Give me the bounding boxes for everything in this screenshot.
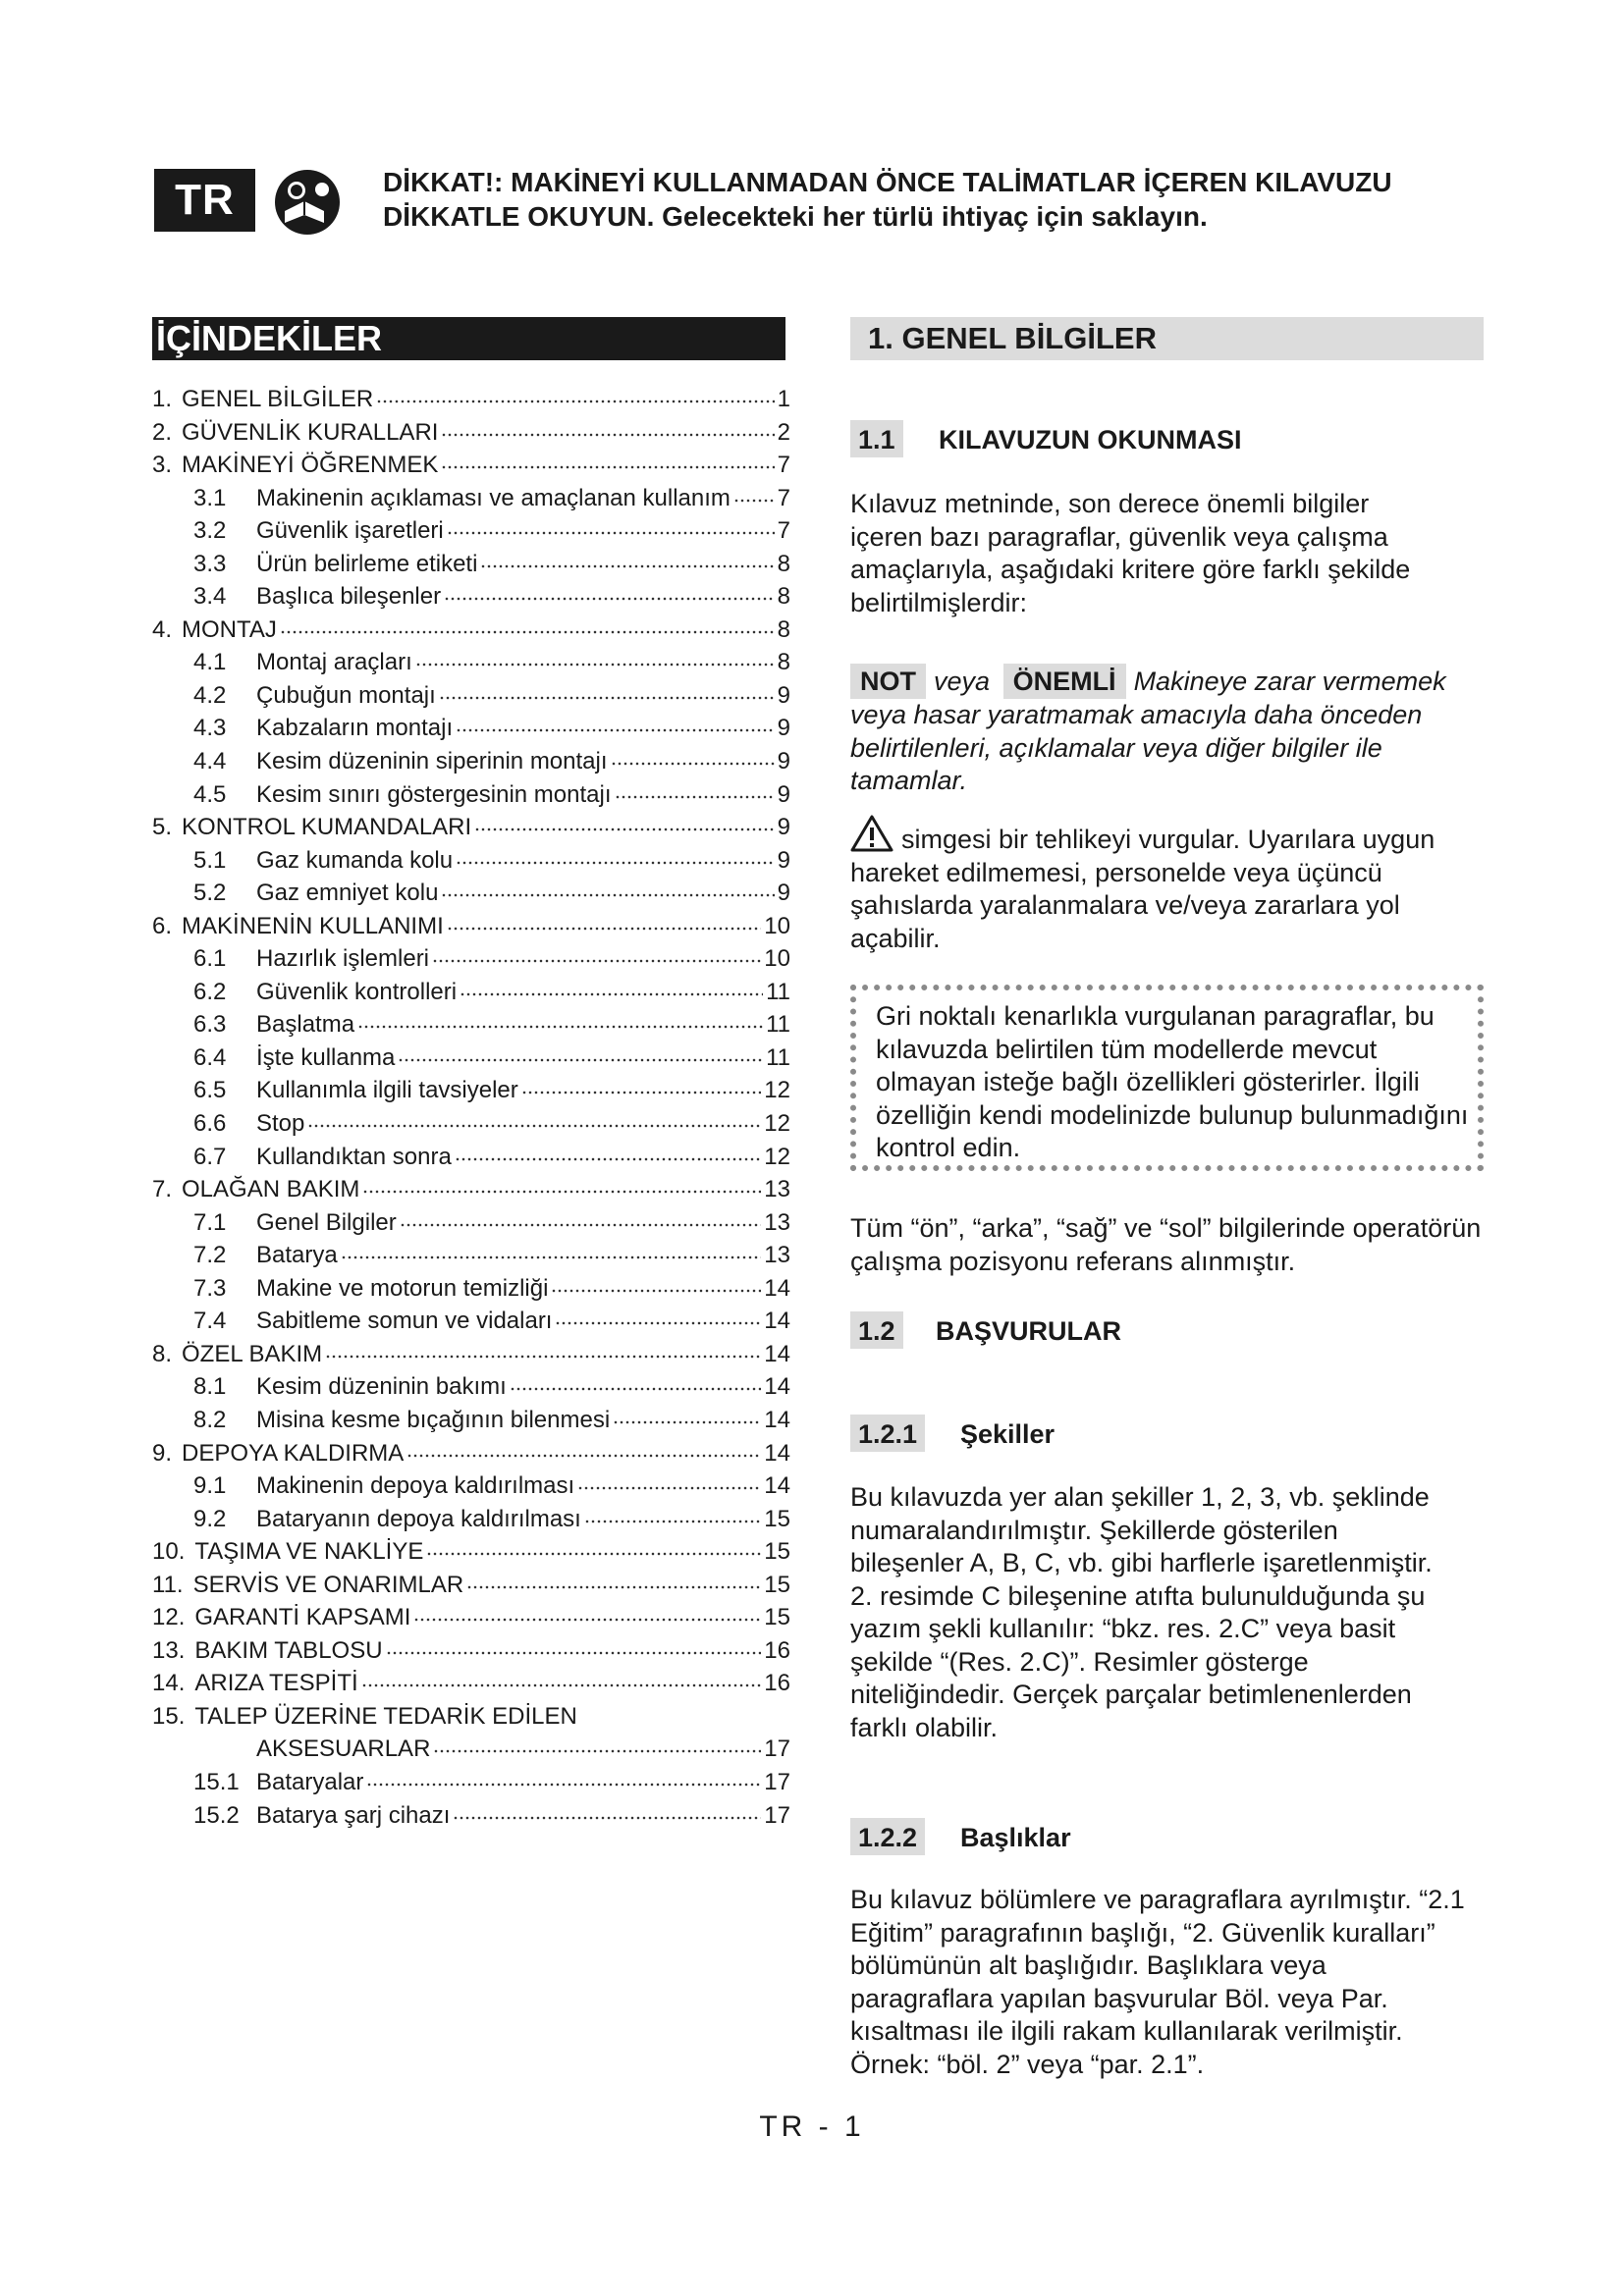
toc-entry-page: 14 xyxy=(764,1373,790,1401)
toc-entry xyxy=(152,778,790,812)
toc-entry-label: GÜVENLİK KURALLARI xyxy=(182,418,439,446)
toc-entry xyxy=(152,1634,790,1668)
toc-leader-dots xyxy=(444,580,775,604)
note-text: Makineye zarar vermemek veya hasar yaratmamak amacıyla daha önceden belirtilenleri, açıklamalar veya diğer bilgiler ile tamamlar. xyxy=(850,667,1446,795)
toc-entry-number: 6.6 xyxy=(193,1110,227,1138)
toc-leader-dots xyxy=(584,1503,761,1526)
toc-entry-page: 15 xyxy=(764,1604,790,1631)
toc-leader-dots xyxy=(413,1601,761,1625)
toc-entry-label: MAKİNEYİ ÖĞRENMEK xyxy=(182,452,439,479)
toc-entry-page: 14 xyxy=(764,1340,790,1367)
toc-entry-number: 4.4 xyxy=(193,748,227,775)
toc-entry xyxy=(152,1239,790,1272)
toc-entry-label: Kesim sınırı göstergesinin montajı xyxy=(256,780,612,808)
toc-entry-label: Genel Bilgiler xyxy=(256,1208,397,1236)
toc-entry-label: MONTAJ xyxy=(182,615,277,643)
toc-leader-dots xyxy=(455,1141,762,1164)
optional-features-text: Gri noktalı kenarlıkla vurgulanan paragraflar, bu kılavuzda belirtilen tüm modellerde mevcut olmayan isteğe bağlı özellikleri gösterirler. İlgili özelliğin kendi modelinizde bulunup bulunmadığını kontrol edin. xyxy=(876,1001,1469,1162)
toc-leader-dots xyxy=(415,646,775,669)
toc-entry-page: 9 xyxy=(777,846,790,874)
toc-entry xyxy=(152,1107,790,1141)
toc-entry-number: 4.3 xyxy=(193,715,227,742)
toc-entry-label: OLAĞAN BAKIM xyxy=(182,1176,360,1203)
toc-entry-page: 7 xyxy=(777,517,790,545)
toc-entry-page: 14 xyxy=(764,1472,790,1500)
toc-entry-label: Batarya şarj cihazı xyxy=(256,1801,451,1829)
toc-entry-label: Bataryalar xyxy=(256,1768,364,1795)
toc-entry xyxy=(152,1173,790,1206)
subsection-title: BAŞVURULAR xyxy=(936,1316,1121,1346)
warning-line-1: DİKKAT!: MAKİNEYİ KULLANMADAN ÖNCE TALİMATLAR İÇEREN KILAVUZU xyxy=(383,167,1392,197)
page-number: TR - 1 xyxy=(759,2110,865,2143)
danger-paragraph xyxy=(850,815,1439,955)
toc-leader-dots xyxy=(510,1370,762,1394)
toc-entry-number: 5.1 xyxy=(193,846,227,874)
toc-entry-label: Kullandıktan sonra xyxy=(256,1143,452,1170)
headings-paragraph xyxy=(850,1884,1469,2081)
toc-entry-number: 6.4 xyxy=(193,1043,227,1071)
toc-entry-number: 6.5 xyxy=(193,1077,227,1104)
toc-entry xyxy=(152,877,790,910)
toc-leader-dots xyxy=(441,449,774,472)
language-badge: TR xyxy=(154,169,255,232)
toc-entry-number: 14. xyxy=(152,1670,186,1697)
toc-leader-dots xyxy=(386,1634,762,1658)
toc-entry-page: 7 xyxy=(777,452,790,479)
toc-entry xyxy=(152,1535,790,1569)
toc-entry-number: 3.4 xyxy=(193,583,227,611)
safety-warning xyxy=(383,165,1512,234)
toc-entry-page: 15 xyxy=(764,1538,790,1566)
toc-entry-number: 3.3 xyxy=(193,550,227,577)
subsubsection-number: 1.2.2 xyxy=(850,1818,925,1855)
toc-entry xyxy=(152,1370,790,1404)
toc-entry xyxy=(152,712,790,745)
toc-entry-page: 11 xyxy=(766,978,790,1005)
toc-entry-page: 15 xyxy=(764,1505,790,1532)
toc-entry-number: 10. xyxy=(152,1538,186,1566)
toc-entry-number: 6.2 xyxy=(193,978,227,1005)
toc-leader-dots xyxy=(398,1041,763,1065)
note-paragraph xyxy=(850,664,1479,798)
toc-leader-dots xyxy=(376,383,774,406)
toc-entry-number: 12. xyxy=(152,1604,186,1631)
toc-entry-page: 12 xyxy=(764,1143,790,1170)
toc-entry-number: 6.1 xyxy=(193,945,227,973)
toc-entry xyxy=(152,1733,790,1766)
toc-entry-label: ARIZA TESPİTİ xyxy=(194,1670,358,1697)
toc-entry-number: 8.2 xyxy=(193,1406,227,1433)
toc-entry xyxy=(152,1074,790,1107)
toc-entry-page: 16 xyxy=(764,1670,790,1697)
toc-entry-label: Makine ve motorun temizliği xyxy=(256,1274,549,1302)
toc-entry xyxy=(152,1667,790,1700)
manual-reading-icon xyxy=(271,168,344,237)
toc-entry-label: Güvenlik kontrolleri xyxy=(256,978,458,1005)
toc-entry-number: 5.2 xyxy=(193,880,227,907)
toc-entry-label: GARANTİ KAPSAMI xyxy=(194,1604,411,1631)
toc-leader-dots xyxy=(280,614,775,637)
intro-text: Kılavuz metninde, son derece önemli bilgiler içeren bazı paragraflar, güvenlik veya çalışma amaçlarıyla, aşağıdaki kritere göre farklı şekilde belirtilmişlerdir: xyxy=(850,489,1411,617)
subsubsection-number: 1.2.1 xyxy=(850,1415,925,1452)
toc-entry xyxy=(152,614,790,647)
optional-features-box xyxy=(850,985,1484,1171)
subsubsection-title: Şekiller xyxy=(960,1419,1056,1449)
toc-entry xyxy=(152,1404,790,1437)
toc-entry-page: 14 xyxy=(764,1439,790,1467)
toc-entry-page: 10 xyxy=(764,912,790,939)
toc-entry-label: Bataryanın depoya kaldırılması xyxy=(256,1505,581,1532)
directions-text: Tüm “ön”, “arka”, “sağ” ve “sol” bilgilerinde operatörün çalışma pozisyonu referans alınmıştır. xyxy=(850,1213,1482,1276)
toc-entry xyxy=(152,449,790,482)
section-title: 1. GENEL BİLGİLER xyxy=(850,317,1484,360)
intro-paragraph xyxy=(850,488,1420,619)
toc-entry-page: 8 xyxy=(777,615,790,643)
toc-entry xyxy=(152,1272,790,1306)
toc-leader-dots xyxy=(439,679,775,703)
toc-entry-label: Güvenlik işaretleri xyxy=(256,517,444,545)
toc-entry xyxy=(152,1338,790,1371)
toc-leader-dots xyxy=(460,976,763,999)
subsection-number: 1.2 xyxy=(850,1311,903,1349)
toc-entry-page: 2 xyxy=(777,418,790,446)
toc-entry-label: Batarya xyxy=(256,1242,338,1269)
toc-leader-dots xyxy=(466,1569,761,1592)
important-tag: ÖNEMLİ xyxy=(1003,664,1126,699)
toc-entry xyxy=(152,811,790,844)
toc-entry-page: 14 xyxy=(764,1406,790,1433)
toc-entry-label: Ürün belirleme etiketi xyxy=(256,550,478,577)
toc-entry-label: Gaz kumanda kolu xyxy=(256,846,454,874)
headings-text: Bu kılavuz bölümlere ve paragraflara ayrılmıştır. “2.1 Eğitim” paragrafının başlığı, “2. Güvenlik kuralları” bölümünün alt başlığıdır. Başlıklara veya paragraflara yapılan başvurular Böl. veya Par. kısaltması ile ilgili rakam kullanılarak verilmiştir. Örnek: “böl. 2” veya “par. 2.1”. xyxy=(850,1885,1465,2079)
subsection-title: KILAVUZUN OKUNMASI xyxy=(939,425,1242,454)
toc-entry-number: 4.2 xyxy=(193,681,227,709)
toc-entry-number: 6.7 xyxy=(193,1143,227,1170)
toc-entry-label: Kesim düzeninin siperinin montajı xyxy=(256,748,608,775)
toc-entry xyxy=(152,942,790,976)
toc-leader-dots xyxy=(400,1206,762,1230)
toc-entry-number: 8. xyxy=(152,1340,173,1367)
warning-line-2: DİKKATLE OKUYUN. Gelecekteki her türlü ihtiyaç için saklayın. xyxy=(383,201,1208,232)
toc-entry-number: 1. xyxy=(152,386,173,412)
toc-entry xyxy=(152,383,790,416)
toc-leader-dots xyxy=(521,1074,762,1097)
toc-entry-label: Gaz emniyet kolu xyxy=(256,880,439,907)
toc-leader-dots xyxy=(341,1239,762,1262)
toc-entry-number: 6.3 xyxy=(193,1011,227,1039)
toc-entry-page: 8 xyxy=(777,649,790,676)
toc-entry-number: 6. xyxy=(152,912,173,939)
toc-entry-label: Makinenin açıklaması ve amaçlanan kullanım xyxy=(256,484,731,511)
toc-list xyxy=(152,383,790,1832)
toc-entry-number: 9.2 xyxy=(193,1505,227,1532)
toc-entry-page: 9 xyxy=(777,748,790,775)
toc-entry-page: 10 xyxy=(764,945,790,973)
toc-entry xyxy=(152,646,790,679)
toc-entry-page: 12 xyxy=(764,1110,790,1138)
toc-entry-label: TALEP ÜZERİNE TEDARİK EDİLEN xyxy=(194,1702,577,1730)
toc-entry-page: 17 xyxy=(764,1735,790,1763)
subsection-number: 1.1 xyxy=(850,420,903,457)
toc-leader-dots xyxy=(555,1305,761,1328)
toc-leader-dots xyxy=(577,1469,761,1493)
toc-entry-page: 17 xyxy=(764,1801,790,1829)
toc-entry xyxy=(152,1601,790,1634)
toc-entry xyxy=(152,1206,790,1240)
toc-leader-dots xyxy=(307,1107,761,1131)
subsubsection-title: Başlıklar xyxy=(960,1823,1071,1852)
toc-entry-page: 15 xyxy=(764,1571,790,1598)
toc-entry-label: Montaj araçları xyxy=(256,649,412,676)
toc-entry xyxy=(152,548,790,581)
toc-entry-page: 9 xyxy=(777,780,790,808)
toc-entry-page: 17 xyxy=(764,1768,790,1795)
toc-leader-dots xyxy=(366,1766,761,1789)
toc-entry-label: SERVİS VE ONARIMLAR xyxy=(192,1571,464,1598)
toc-entry-label: Başlatma xyxy=(256,1011,355,1039)
toc-entry-page: 14 xyxy=(764,1274,790,1302)
toc-entry xyxy=(152,1799,790,1833)
toc-entry-label: DEPOYA KALDIRMA xyxy=(182,1439,405,1467)
toc-entry xyxy=(152,482,790,515)
figures-paragraph xyxy=(850,1481,1439,1744)
toc-entry-number: 7. xyxy=(152,1176,173,1203)
toc-entry-number: 3.2 xyxy=(193,517,227,545)
toc-entry-number: 3. xyxy=(152,452,173,479)
toc-leader-dots xyxy=(426,1535,761,1559)
toc-entry xyxy=(152,1503,790,1536)
toc-entry-label: Kesim düzeninin bakımı xyxy=(256,1373,507,1401)
toc-entry-number: 4. xyxy=(152,615,173,643)
toc-entry-number: 7.4 xyxy=(193,1308,227,1335)
toc-entry-page: 9 xyxy=(777,681,790,709)
toc-entry xyxy=(152,844,790,878)
toc-leader-dots xyxy=(615,778,775,802)
toc-entry-number: 4.5 xyxy=(193,780,227,808)
toc-entry xyxy=(152,1700,790,1734)
toc-entry-number: 7.1 xyxy=(193,1208,227,1236)
toc-entry-number: 15.2 xyxy=(193,1801,240,1829)
toc-entry xyxy=(152,1041,790,1075)
toc-entry xyxy=(152,1141,790,1174)
toc-leader-dots xyxy=(362,1173,761,1197)
toc-entry-page: 12 xyxy=(764,1077,790,1104)
toc-entry xyxy=(152,745,790,778)
toc-entry-page: 13 xyxy=(764,1242,790,1269)
toc-entry xyxy=(152,1766,790,1799)
toc-entry-number: 15. xyxy=(152,1702,186,1730)
toc-entry-label: Kullanımla ilgili tavsiyeler xyxy=(256,1077,518,1104)
toc-entry-page: 11 xyxy=(766,1011,790,1039)
toc-leader-dots xyxy=(432,942,761,966)
toc-entry xyxy=(152,976,790,1009)
toc-entry-page: 13 xyxy=(764,1176,790,1203)
note-tag: NOT xyxy=(850,664,926,699)
toc-entry-number: 3.1 xyxy=(193,484,227,511)
toc-leader-dots xyxy=(474,811,774,834)
toc-entry-label: Çubuğun montajı xyxy=(256,681,436,709)
toc-entry-number: 13. xyxy=(152,1636,186,1664)
toc-entry-number: 9. xyxy=(152,1439,173,1467)
toc-entry xyxy=(152,1469,790,1503)
toc-leader-dots xyxy=(453,1799,761,1823)
warning-triangle-icon xyxy=(850,815,893,852)
toc-entry-label: GENEL BİLGİLER xyxy=(182,386,374,412)
toc-leader-dots xyxy=(441,416,774,440)
toc-entry-label: AKSESUARLAR xyxy=(256,1735,431,1763)
toc-entry-label: Sabitleme somun ve vidaları xyxy=(256,1308,553,1335)
toc-leader-dots xyxy=(611,745,775,769)
toc-entry-label: Misina kesme bıçağının bilenmesi xyxy=(256,1406,611,1433)
toc-leader-dots xyxy=(325,1338,761,1362)
toc-entry-label: TAŞIMA VE NAKLİYE xyxy=(194,1538,424,1566)
toc-entry-label: Kabzaların montajı xyxy=(256,715,454,742)
danger-text: simgesi bir tehlikeyi vurgular. Uyarılara uygun hareket edilmemesi, personelde veya üçüncü şahıslarda yaralanmalara ve/veya zararlara yol açabilir. xyxy=(850,825,1435,953)
toc-entry-page: 8 xyxy=(777,583,790,611)
toc-leader-dots xyxy=(551,1272,761,1296)
toc-entry-page: 9 xyxy=(777,814,790,841)
toc-entry-number: 7.2 xyxy=(193,1242,227,1269)
toc-entry xyxy=(152,910,790,943)
toc-entry-number: 9.1 xyxy=(193,1472,227,1500)
toc-entry-label: Hazırlık işlemleri xyxy=(256,945,430,973)
toc-leader-dots xyxy=(456,712,775,735)
toc-entry-page: 9 xyxy=(777,880,790,907)
toc-leader-dots xyxy=(733,482,775,506)
toc-entry-page: 7 xyxy=(777,484,790,511)
toc-entry-number: 11. xyxy=(152,1571,184,1598)
toc-leader-dots xyxy=(447,514,775,538)
toc-entry-label: İşte kullanma xyxy=(256,1043,396,1071)
toc-entry xyxy=(152,1437,790,1470)
toc-leader-dots xyxy=(441,877,774,900)
toc-entry-page: 11 xyxy=(766,1043,790,1071)
toc-entry-number: 2. xyxy=(152,418,173,446)
or-word: veya xyxy=(934,667,991,696)
toc-entry xyxy=(152,580,790,614)
toc-entry-label: BAKIM TABLOSU xyxy=(194,1636,383,1664)
toc-entry xyxy=(152,1008,790,1041)
figures-text: Bu kılavuzda yer alan şekiller 1, 2, 3, vb. şeklinde numaralandırılmıştır. Şekillerde gösterilen bileşenler A, B, C, vb. gibi harflerle işaretlenmiştir. 2. resimde C bileşenine atıfta bulunulduğunda şu yazım şekli kullanılır: “bkz. res. 2.C” veya basit şekilde “(Res. 2.C)”. Resimler gösterge niteliğindedir. Gerçek parçalar betimlenenlerden farklı olabilir. xyxy=(850,1482,1433,1742)
toc-leader-dots xyxy=(433,1733,761,1756)
toc-entry-label: Başlıca bileşenler xyxy=(256,583,442,611)
toc-leader-dots xyxy=(406,1437,761,1461)
directions-paragraph xyxy=(850,1212,1489,1278)
toc-leader-dots xyxy=(361,1667,762,1690)
toc-entry-page: 1 xyxy=(777,386,790,412)
toc-entry-label: KONTROL KUMANDALARI xyxy=(182,814,472,841)
toc-entry-label: MAKİNENİN KULLANIMI xyxy=(182,912,444,939)
toc-entry xyxy=(152,1569,790,1602)
toc-entry-label: ÖZEL BAKIM xyxy=(182,1340,323,1367)
toc-entry-number: 5. xyxy=(152,814,173,841)
toc-entry-number: 7.3 xyxy=(193,1274,227,1302)
toc-entry-number: 4.1 xyxy=(193,649,227,676)
toc-entry xyxy=(152,1305,790,1338)
toc-entry-label: Stop xyxy=(256,1110,305,1138)
toc-entry-page: 14 xyxy=(764,1308,790,1335)
toc-leader-dots xyxy=(456,844,775,868)
toc-entry-label: Makinenin depoya kaldırılması xyxy=(256,1472,575,1500)
toc-entry xyxy=(152,679,790,713)
toc-entry xyxy=(152,416,790,450)
toc-entry-number: 8.1 xyxy=(193,1373,227,1401)
toc-entry-page: 9 xyxy=(777,715,790,742)
toc-entry-page: 13 xyxy=(764,1208,790,1236)
toc-entry-page: 16 xyxy=(764,1636,790,1664)
toc-leader-dots xyxy=(613,1404,761,1427)
toc-title: İÇİNDEKİLER xyxy=(152,317,785,360)
toc-leader-dots xyxy=(447,910,762,934)
toc-leader-dots xyxy=(357,1008,763,1032)
toc-entry-number: 15.1 xyxy=(193,1768,240,1795)
toc-entry xyxy=(152,514,790,548)
toc-entry-page: 8 xyxy=(777,550,790,577)
toc-leader-dots xyxy=(480,548,774,571)
